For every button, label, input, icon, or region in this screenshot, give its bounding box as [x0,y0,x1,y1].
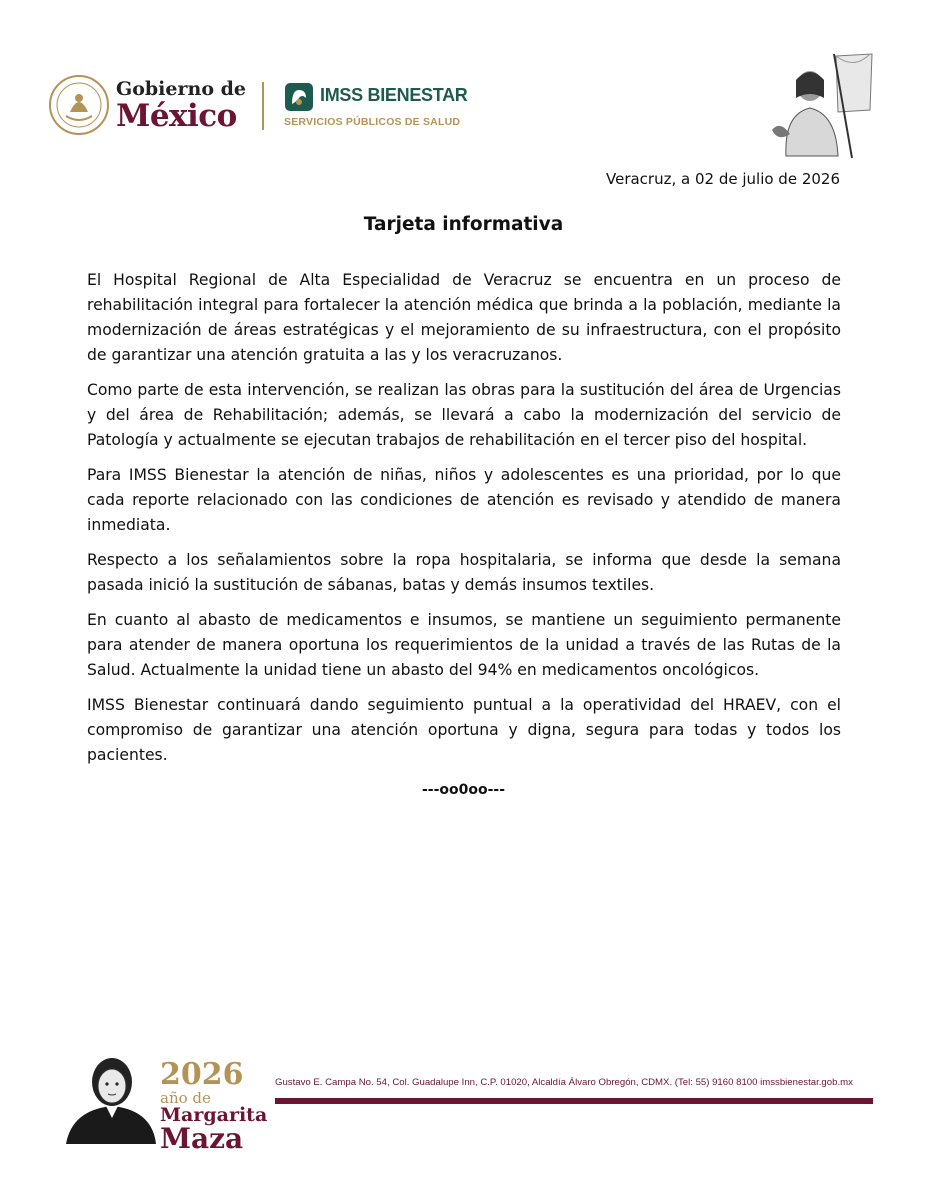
gobierno-de-mexico-logo [116,78,246,132]
year-badge [160,1057,268,1155]
gov-line2: México [116,98,237,134]
year-number: 2026 [160,1057,244,1092]
paragraph: En cuanto al abasto de medicamentos e insumos, se mantiene un seguimiento permanente para atender de manera oportuna los requerimientos de la unidad a través de las Rutas de la Salud. Actualmente la unidad tiene un abasto del 94% en medicamentos oncológicos. [87,611,841,679]
year-word: año de [160,1089,211,1107]
honoree-first-name: Margarita [160,1104,268,1126]
heroine-flag-illustration [766,50,878,160]
margarita-maza-portrait [62,1052,158,1144]
header [48,64,488,144]
paragraph: El Hospital Regional de Alta Especialidad de Veracruz se encuentra en un proceso de rehabilitación integral para fortalecer la atención médica que brinda a la población, mediante la modernización de áreas estratégicas y el mejoramiento de su infraestructura, con el propósito de garantizar una atención gratuita a las y los veracruzanos. [87,271,841,364]
paragraph: Respecto a los señalamientos sobre la ropa hospitalaria, se informa que desde la semana pasada inició la sustitución de sábanas, batas y demás insumos textiles. [87,551,841,594]
gov-line1: Gobierno de [116,78,246,100]
footer-bar [275,1098,873,1104]
coat-of-arms-icon [48,74,110,136]
imss-bienestar-logo-icon [284,82,314,112]
closing-mark: ---oo0oo--- [421,782,506,798]
imss-name: IMSS BIENESTAR [320,85,468,105]
paragraph: Como parte de esta intervención, se realizan las obras para la sustitución del área de Urgencias y del área de Rehabilitación; además, se llevará a cabo la modernización del servicio de Patología y actualmente se ejecutan trabajos de rehabilitación en el tercer piso del hospital. [87,381,841,449]
imss-subtitle: SERVICIOS PÚBLICOS DE SALUD [284,116,461,128]
honoree-last-name: Maza [160,1122,244,1155]
footer-address: Gustavo E. Campa No. 54, Col. Guadalupe Inn, C.P. 01020, Alcaldía Álvaro Obregón, CDMX. (Tel: 55) 9160 8100 imssbienestar.gob.mx [275,1077,853,1088]
document-body [87,268,841,778]
paragraph: Para IMSS Bienestar la atención de niñas, niños y adolescentes es una prioridad, por lo que cada reporte relacionado con las condiciones de atención es revisado y atendido de manera inmediata. [87,466,841,534]
paragraph: IMSS Bienestar continuará dando seguimiento puntual a la operatividad del HRAEV, con el compromiso de garantizar una atención oportuna y digna, segura para todas y todos los pacientes. [87,696,841,764]
document-date: Veracruz, a 02 de julio de 2026 [606,170,840,188]
document-title: Tarjeta informativa [363,214,564,235]
header-divider [262,82,264,130]
